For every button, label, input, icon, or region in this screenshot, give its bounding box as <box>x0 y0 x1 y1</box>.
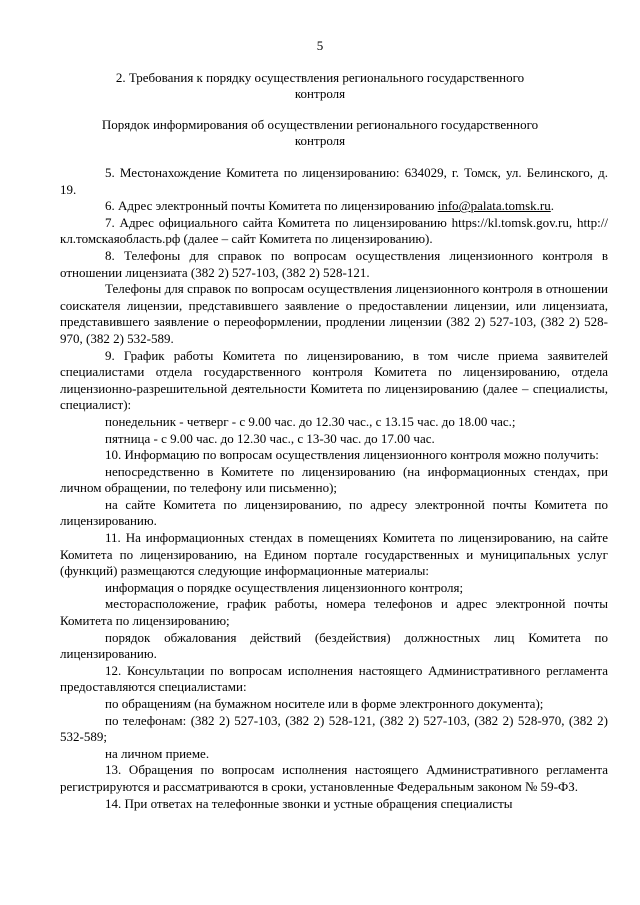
paragraph-10-item-2: на сайте Комитета по лицензированию, по адресу электронной почты Комитета по лицензированию. <box>60 496 608 529</box>
paragraph-6-text: 6. Адрес электронный почты Комитета по лицензированию <box>105 198 435 214</box>
paragraph-12: 12. Консультации по вопросам исполнения настоящего Административного регламента предоставляются специалистами: <box>60 662 608 695</box>
paragraph-9: 9. График работы Комитета по лицензированию, в том числе приема заявителей специалистами отдела государственного контроля Комитета по лицензированию, отдела лицензионно-разрешительной деятельности Комитета по лицензированию (далее – специалисты, специалист): <box>60 347 608 413</box>
paragraph-12-item-2: по телефонам: (382 2) 527-103, (382 2) 528-121, (382 2) 527-103, (382 2) 528-970, (382 2) 532-589; <box>60 712 608 745</box>
paragraph-11-item-1: информация о порядке осуществления лицензионного контроля; <box>105 579 464 595</box>
paragraph-6 <box>60 198 608 215</box>
paragraph-13: 13. Обращения по вопросам исполнения настоящего Административного регламента регистрируются и рассматриваются в сроки, установленные Федеральным законом № 59-ФЗ. <box>60 762 608 794</box>
schedule-mon-thu: понедельник - четверг - с 9.00 час. до 12.30 час., с 13.15 час. до 18.00 час.; <box>105 413 516 429</box>
email-suffix: . <box>550 198 555 214</box>
paragraph-5: 5. Местонахождение Комитета по лицензированию: 634029, г. Томск, ул. Белинского, д. 19. <box>60 165 608 197</box>
page-number: 5 <box>316 38 324 53</box>
section-title: 2. Требования к порядку осуществления регионального государственного контроля <box>115 70 525 101</box>
paragraph-11-item-2: месторасположение, график работы, номера телефонов и адрес электронной почты Комитета по лицензированию; <box>60 596 608 629</box>
paragraph-11: 11. На информационных стендах в помещениях Комитета по лицензированию, на сайте Комитета по лицензированию, на Едином портале государственных и муниципальных услуг (функций) размещаются следующие информационные материалы: <box>60 530 608 579</box>
paragraph-12-item-1: по обращениям (на бумажном носителе или в форме электронного документа); <box>105 696 544 711</box>
paragraph-7: 7. Адрес официального сайта Комитета по лицензированию https://kl.tomsk.gov.ru, http://кл.томскаяобласть.рф (далее – сайт Комитета по лицензированию). <box>60 214 608 247</box>
paragraph-10-item-1: непосредственно в Комитете по лицензированию (на информационных стендах, при личном обращении, по телефону или письменно); <box>60 463 608 496</box>
email-link[interactable]: info@palata.tomsk.ru <box>437 198 551 214</box>
schedule-fri: пятница - с 9.00 час. до 12.30 час., с 13-30 час. до 17.00 час. <box>105 430 435 446</box>
paragraph-14: 14. При ответах на телефонные звонки и устные обращения специалисты <box>105 795 513 811</box>
paragraph-11-item-3: порядок обжалования действий (бездействия) должностных лиц Комитета по лицензированию. <box>60 629 608 662</box>
paragraph-8: 8. Телефоны для справок по вопросам осуществления лицензионного контроля в отношении лицензиата (382 2) 527-103, (382 2) 528-121. <box>60 247 608 280</box>
paragraph-10: 10. Информацию по вопросам осуществления лицензионного контроля можно получить: <box>105 447 599 463</box>
paragraph-8-phones: Телефоны для справок по вопросам осуществления лицензионного контроля в отношении соискателя лицензии, представившего заявление о предоставлении лицензии, или лицензиата, представившего заявление о переоформлении, продлении лицензии (382 2) 527-103, (382 2) 528-970, (382 2) 532-589. <box>60 281 608 346</box>
document-body <box>60 165 608 812</box>
paragraph-12-item-3: на личном приеме. <box>105 745 210 761</box>
subsection-title: Порядок информирования об осуществлении регионального государственного контроля <box>101 117 539 148</box>
